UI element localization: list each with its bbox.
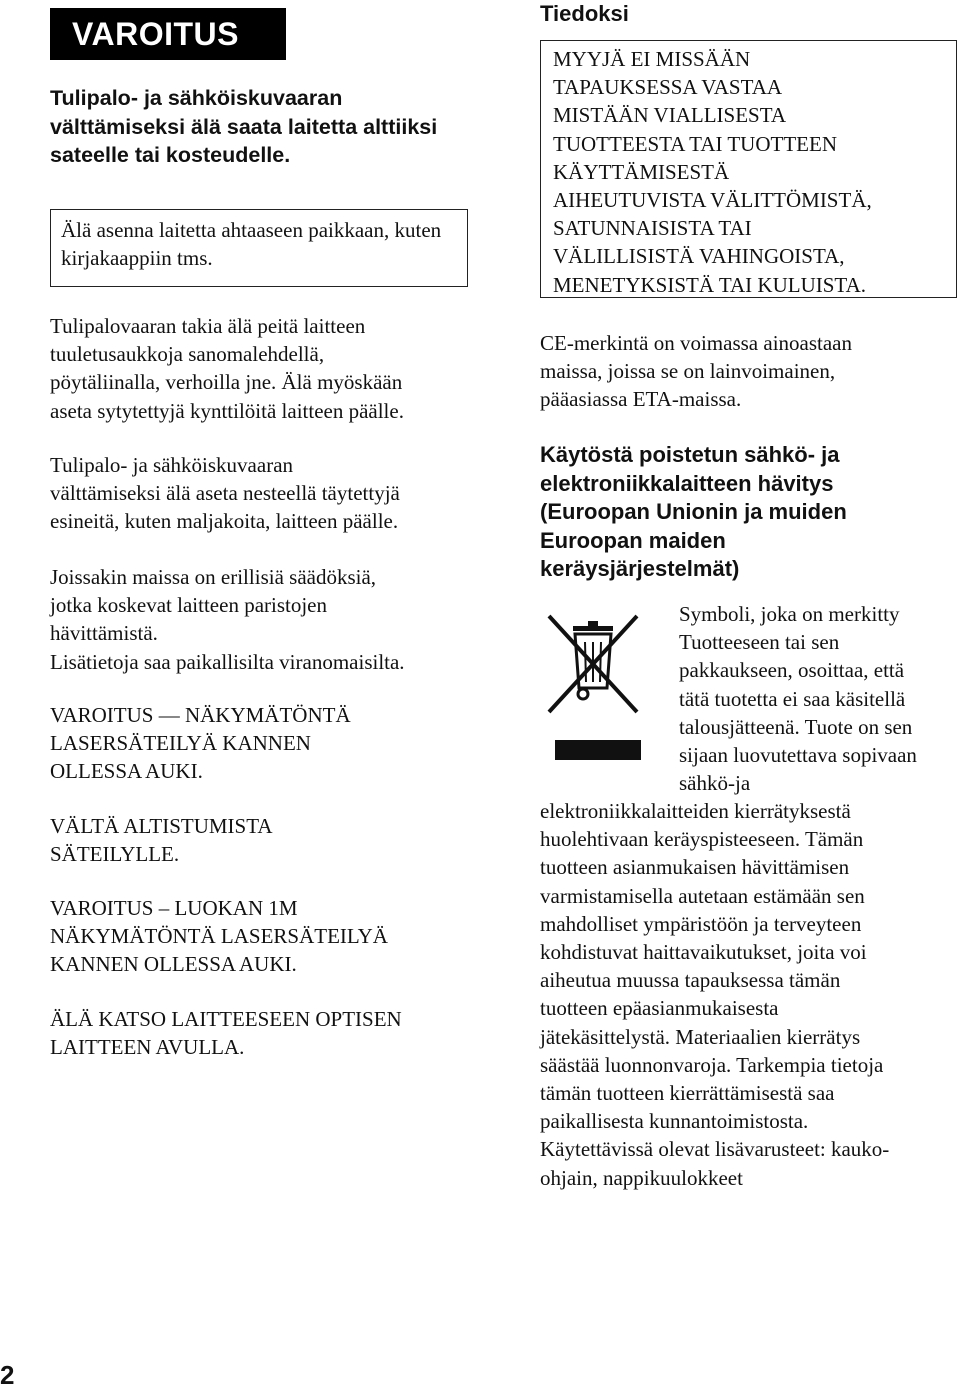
disposal-title: Käytöstä poistetun sähkö- ja elektroniikkalaitteen hävitys (Euroopan Unionin ja muiden Euroopan maiden keräysjärjestelmät) <box>540 442 847 581</box>
optical-instrument-warning: ÄLÄ KATSO LAITTEESEEN OPTISEN LAITTEEN AVULLA. <box>50 1007 402 1060</box>
liquid-warning: Tulipalo- ja sähköiskuvaaran välttämiseksi älä aseta nesteellä täytettyjä esineitä, kuten maljakoita, laitteen päälle. <box>50 453 400 534</box>
disposal-body-text: elektroniikkalaitteiden kierrätyksestä huolehtivaan keräyspisteeseen. Tämän tuotteen asianmukaisen hävittämisen varmistamisella autetaan estämään sen mahdolliset ympäristöön ja terveyteen kohdistuvat haittavaikutukset, joita voi aiheutua muussa tapauksessa tämän tuotteen epäasianmukaisesta jätekäsittelystä. Materiaalien kierrätys säästää luonnonvaroja. Tarkempia tietoja tämän tuotteen kierrättämisestä saa paikallisesta kunnantoimistosta. Käytettävissä olevat lisävarusteet: kauko- ohjain, nappikuulokkeet <box>540 799 890 1190</box>
liability-disclaimer-box: MYYJÄ EI MISSÄÄN TAPAUKSESSA VASTAA MISTÄÄN VIALLISESTA TUOTTEESTA TAI TUOTTEEN KÄYTTÄMISESTÄ AIHEUTUVISTA VÄLITTÖMISTÄ, SATUNNAISISTA TAI VÄLILLISISTÄ VAHINGOISTA, MENETYKSISTÄ TAI KULUISTA. <box>540 40 957 298</box>
installation-note-box <box>50 209 468 287</box>
laser-warning-1: VAROITUS — NÄKYMÄTÖNTÄ LASERSÄTEILYÄ KANNEN OLLESSA AUKI. <box>50 703 351 784</box>
ventilation-warning: Tulipalovaaran takia älä peitä laitteen tuuletusaukkoja sanomalehdellä, pöytäliinalla, verhoilla jne. Älä myöskään aseta sytytettyjä kynttilöitä laitteen päälle. <box>50 314 404 423</box>
rain-moisture-warning: Tulipalo- ja sähköiskuvaaran välttämiseksi älä saata laitetta alttiiksi sateelle tai kosteudelle. <box>50 86 438 167</box>
laser-warning-class-1m: VAROITUS – LUOKAN 1M NÄKYMÄTÖNTÄ LASERSÄTEILYÄ KANNEN OLLESSA AUKI. <box>50 896 388 977</box>
radiation-exposure-warning: VÄLTÄ ALTISTUMISTA SÄTEILYLLE. <box>50 814 273 867</box>
weee-symbol-description: Symboli, joka on merkitty Tuotteeseen tai sen pakkaukseen, osoittaa, että tätä tuotetta ei saa käsitellä talousjätteenä. Tuote on sen sijaan luovutettava sopivaan sähkö-ja <box>679 602 917 796</box>
warning-banner: VAROITUS <box>50 8 286 60</box>
page-number: 2 <box>0 1360 15 1390</box>
ce-marking-note: CE-merkintä on voimassa ainoastaan maissa, joissa se on lainvoimainen, pääasiassa ETA-maissa. <box>540 331 852 412</box>
crossed-out-wheelie-bin-icon <box>545 612 641 762</box>
battery-disposal-note: Joissakin maissa on erillisiä säädöksiä, jotka koskevat laitteen paristojen hävittämistä. Lisätietoja saa paikallisilta viranomaisilta. <box>50 565 405 674</box>
notice-title: Tiedoksi <box>540 1 629 26</box>
installation-note-text: Älä asenna laitetta ahtaaseen paikkaan, kuten kirjakaappiin tms. <box>61 218 442 270</box>
